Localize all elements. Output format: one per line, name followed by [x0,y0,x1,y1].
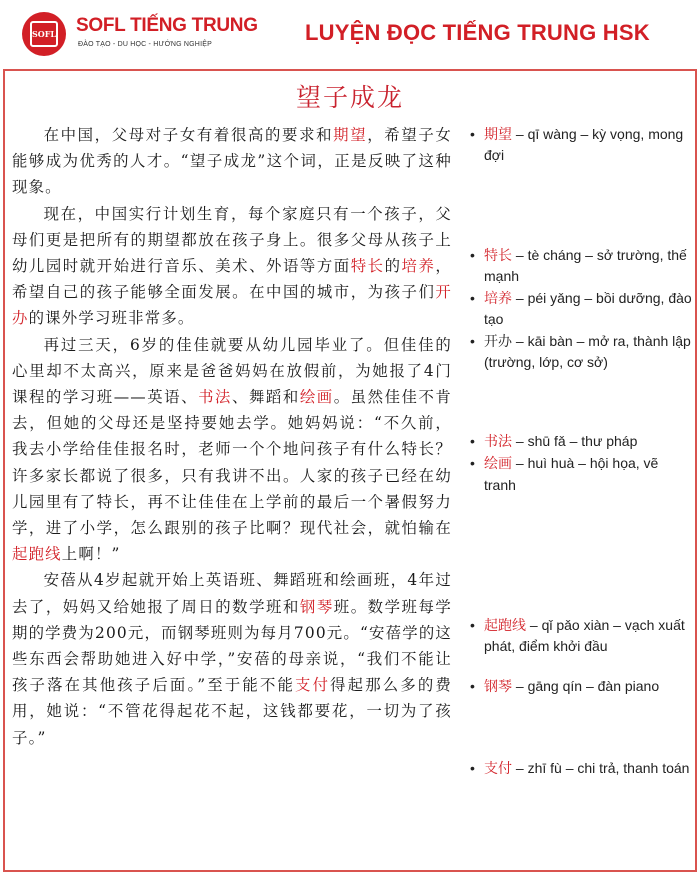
vocab-item [470,676,694,697]
vocab-gloss: – gāng qín – đàn piano [512,678,660,694]
vocab-group-zhifu [470,758,694,780]
highlighted-term: 钢琴 [299,597,334,616]
paragraph-text: 班。数学班每学期的学费为200元，而钢琴班则为每月700元。“安蓓学的这些东西会帮助她进入好中学，”安蓓的母亲说，“我们不能让孩子落在其他孩子后面。”至于能不能 [12,597,453,695]
paragraph-text: 安蓓从4岁起就开始上英语班、舞蹈班和绘画班，4年过去了，妈妈又给她报了周日的数学班和 [12,571,452,616]
logo-seal: SOFL [30,21,58,47]
vocab-item [470,431,694,452]
vocab-gloss: – shū fǎ – thư pháp [512,433,638,449]
highlighted-term: 起跑线 [12,545,62,564]
vocab-word: 支付 [484,761,512,777]
highlighted-term: 开办 [12,283,452,328]
vocab-item [470,453,694,495]
vocab-item [470,288,694,330]
paragraph-text: 。虽然佳佳不肯去，但她的父母还是坚持要她去学。她妈妈说：“不久前，我去小学给佳佳报名时，老师一个个地问孩子有什么特长？许多家长都说了很多，只有我讲不出。人家的孩子已经在幼儿园里有了特长，再不让佳佳在上学前的最后一个暑假努力学，进了小学，怎么跟别的孩子比啊？现代社会，就怕输在 [12,388,453,538]
vocab-item [470,615,694,657]
vocab-word: 开办 [484,333,512,350]
vocab-group-shufa [470,431,694,496]
vocab-gloss: – zhī fù – chi trả, thanh toán [512,760,690,776]
vocab-item [470,124,694,166]
paragraph-text: 现在，中国实行计划生育，每个家庭只有一个孩子，父母们更是把所有的期望都放在孩子身上。很多父母从孩子上幼儿园时就开始进行音乐、美术、外语等方面 [12,204,452,276]
vocab-word: 书法 [484,434,512,450]
paragraph-text: 上啊！” [61,545,121,564]
article-paragraph [12,567,452,750]
highlighted-term: 支付 [295,676,331,695]
vocab-group-gangqin [470,676,694,698]
highlighted-term: 培养 [401,257,436,276]
vocab-group-qipaoxian [470,615,694,658]
paragraph-text: ，希望子女能够成为优秀的人才。“望子成龙”这个词，正是反映了这种现象。 [12,126,452,197]
vocab-word: 期望 [484,127,512,143]
vocab-item [470,331,694,373]
paragraph-text: 、舞蹈和 [232,388,300,407]
article-paragraph [12,201,452,332]
paragraph-text: 的课外学习班非常多。 [28,309,195,328]
logo-emblem [22,12,66,56]
vocab-word: 培养 [484,290,512,307]
vocab-gloss: – huì huà – hội họa, vẽ tranh [484,455,659,493]
vocab-word: 钢琴 [484,679,512,695]
paragraph-text: 的 [384,257,402,276]
vocab-gloss: – qī wàng – kỳ vọng, mong đợi [484,126,684,164]
paragraph-text: ，希望自己的孩子能够全面发展。在中国的城市，为孩子们 [12,257,452,302]
highlighted-term: 绘画 [299,388,334,407]
page-header [0,0,700,68]
highlighted-term: 书法 [198,388,232,407]
vocab-word: 起跑线 [484,618,526,634]
vocab-gloss: – qǐ pǎo xiàn – vạch xuất phát, điểm khởi đầu [484,617,685,655]
vocab-word: 绘画 [484,456,512,473]
highlighted-term: 特长 [350,257,385,276]
paragraph-text: 再过三天，6岁的佳佳就要从幼儿园毕业了。但佳佳的心里却不太高兴，原来是爸爸妈妈在放假前，为她报了4门课程的学习班——英语、 [12,335,452,407]
vocab-gloss: – tè cháng – sở trường, thế mạnh [484,247,687,285]
paragraph-text: 得起那么多的费用，她说：“不管花得起花不起，这钱都要花，一切为了孩子。” [12,676,452,747]
article-body [12,122,452,751]
vocab-gloss: – péi yǎng – bồi dưỡng, đào tạo [484,289,692,328]
vocab-group-techang [470,245,694,373]
vocab-word: 特长 [484,248,512,264]
sofl-logo[interactable] [22,12,258,58]
page-heading: LUYỆN ĐỌC TIẾNG TRUNG HSK [305,20,650,45]
highlighted-term: 期望 [333,126,368,144]
vocab-group-qiwang [470,124,694,167]
logo-name: SOFL TIẾNG TRUNG [76,15,258,36]
vocab-gloss: – kāi bàn – mở ra, thành lập (trường, lớp, cơ sở) [484,332,691,371]
article-title: 望子成龙 [295,83,404,112]
paragraph-text: 在中国，父母对子女有着很高的要求和 [43,126,334,144]
article-paragraph [12,122,452,201]
vocab-item [470,758,694,779]
vocab-item [470,245,694,287]
article-paragraph [12,332,452,568]
logo-tagline: ĐÀO TẠO - DU HỌC - HƯỚNG NGHIỆP [78,41,212,48]
